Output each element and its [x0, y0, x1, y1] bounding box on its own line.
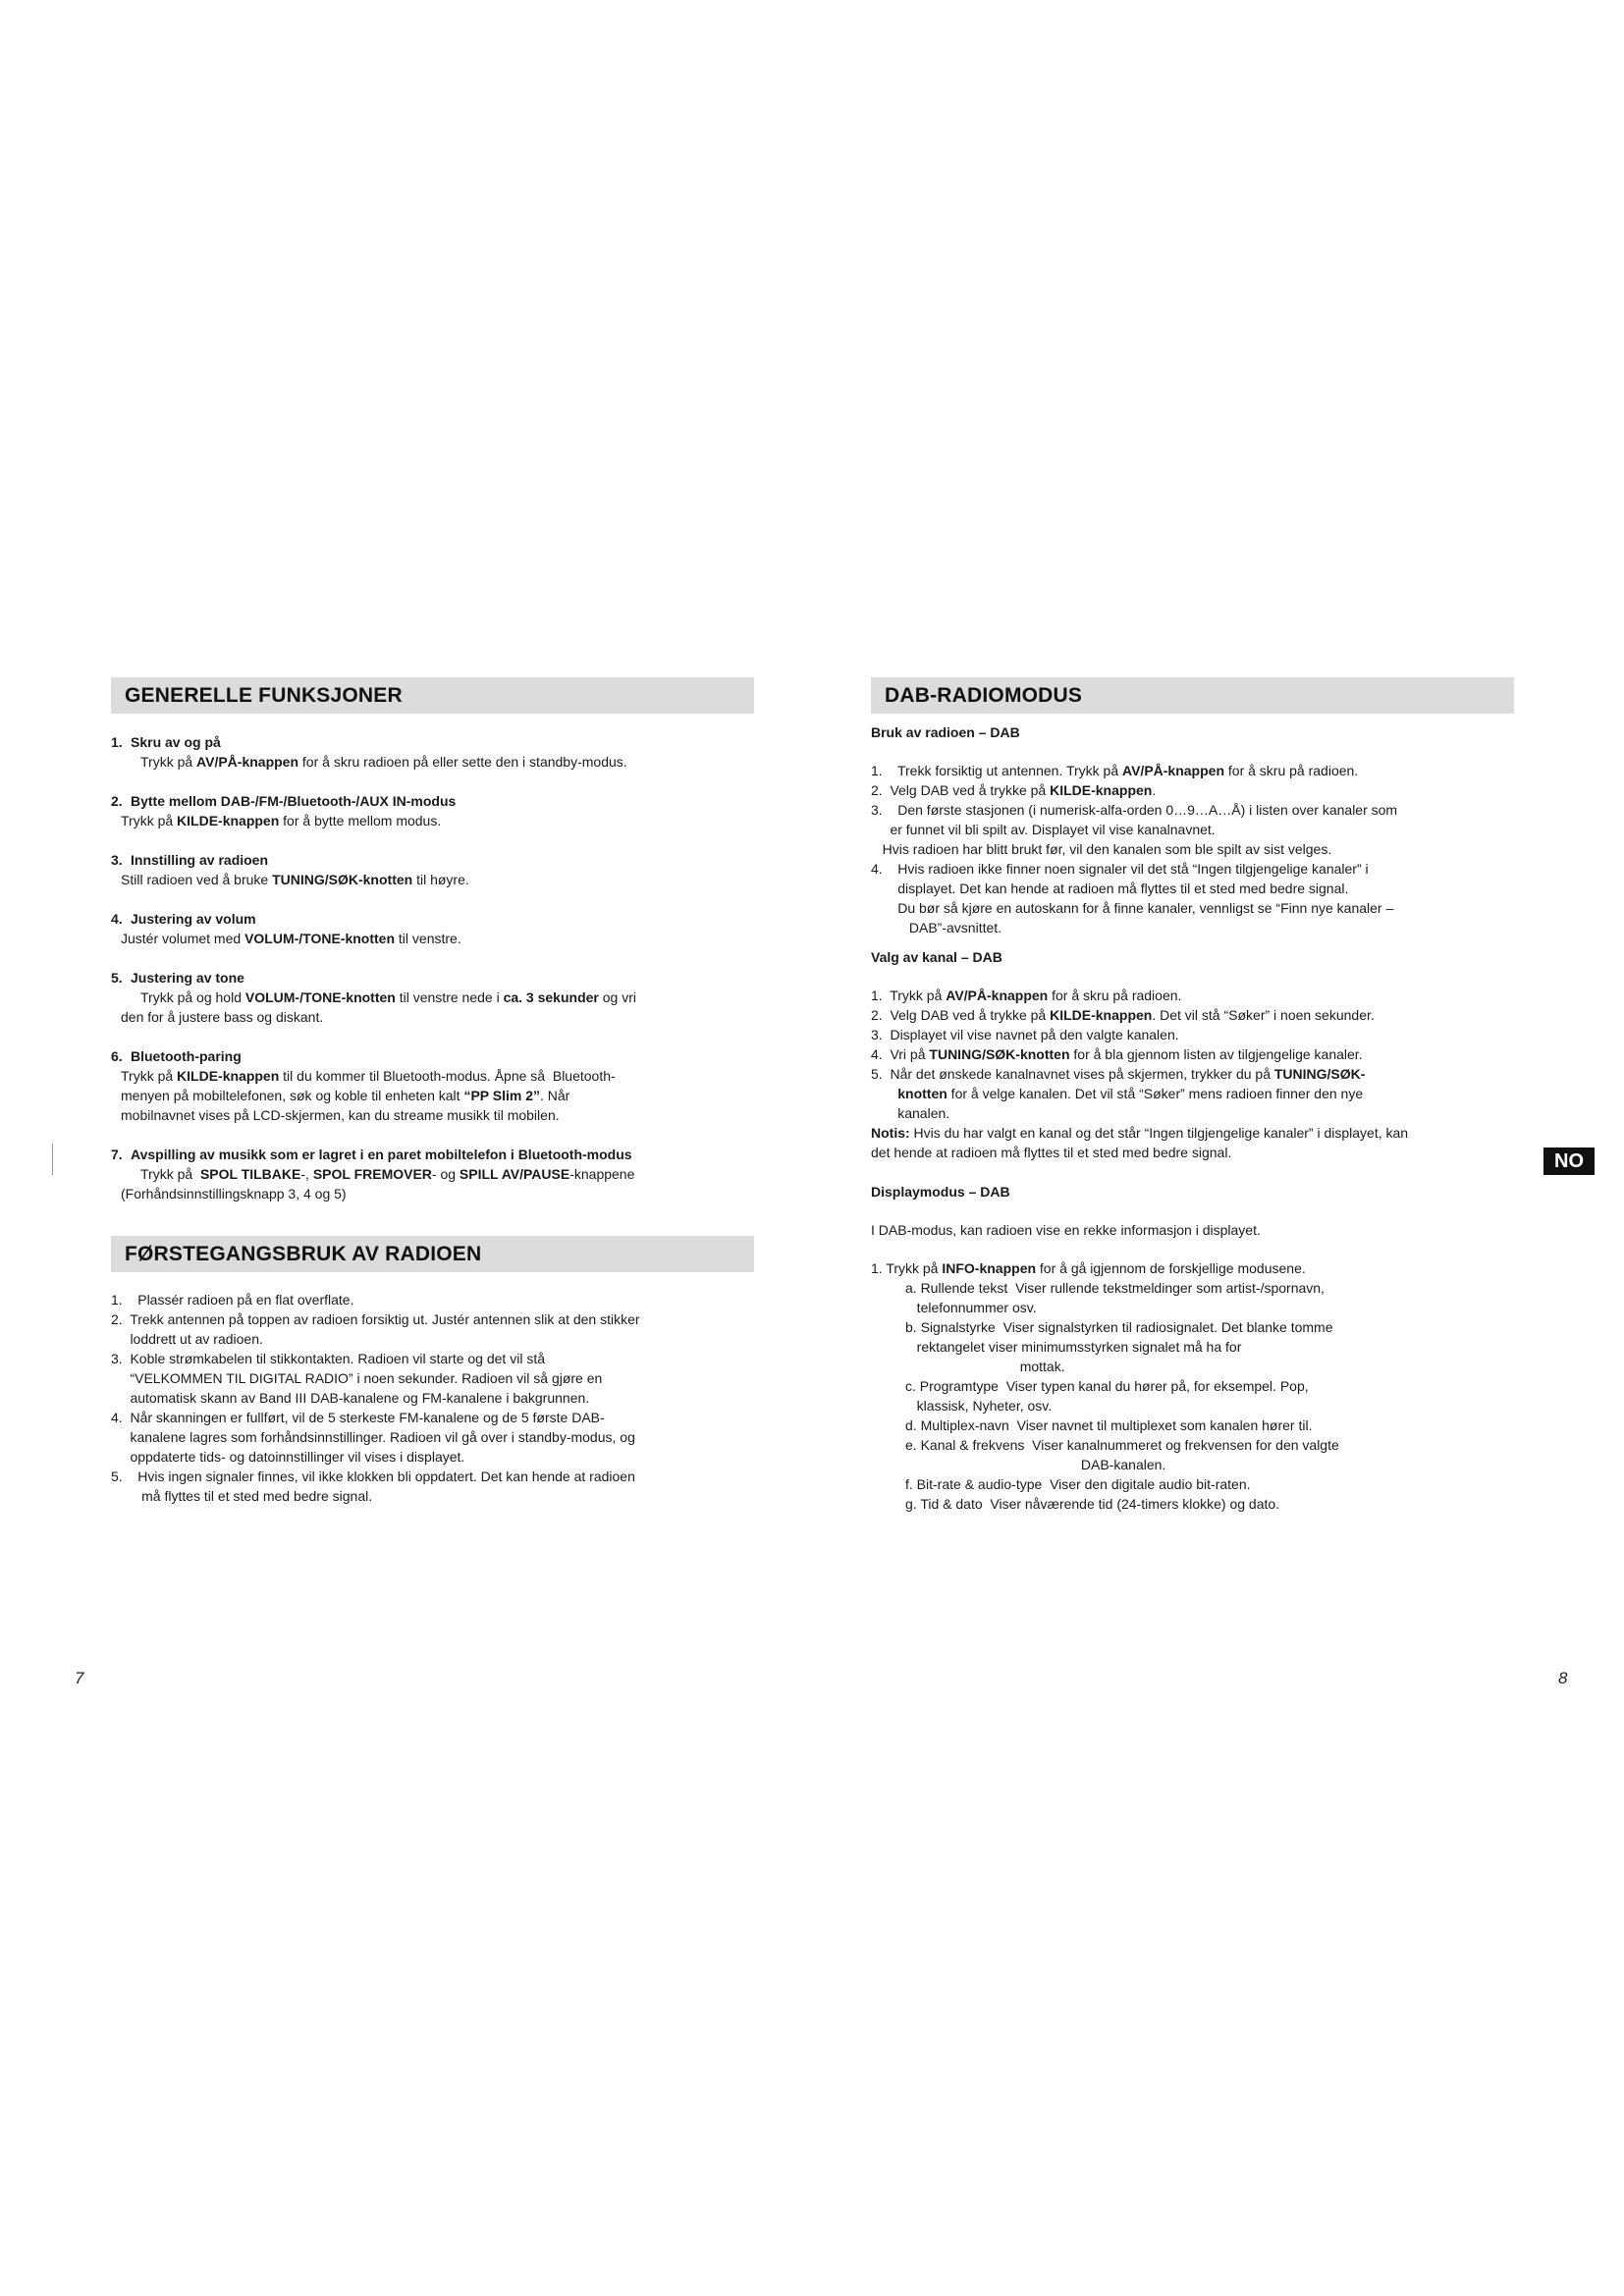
text-run: Trykk på [121, 1068, 178, 1084]
text-run: telefonnummer osv. [871, 1300, 1037, 1315]
text-run: menyen på mobiltelefonen, søk og koble til enheten kalt [121, 1088, 464, 1103]
page-number-left: 7 [75, 1669, 84, 1687]
channel-select-line [871, 1064, 1514, 1084]
text-run: 2. Velg DAB ved å trykke på [871, 782, 1051, 798]
bold-term: AV/PÅ-knappen [196, 754, 299, 770]
function-item [111, 968, 754, 1027]
text-run: -knappene [569, 1166, 635, 1182]
bold-term: KILDE-knappen [1050, 782, 1153, 798]
bold-term: INFO-knappen [942, 1260, 1037, 1276]
text-run: til høyre. [412, 872, 469, 887]
bold-term: SPOL FREMOVER [312, 1166, 432, 1182]
text-run: klassisk, Nyheter, osv. [871, 1398, 1053, 1414]
left-column [111, 677, 754, 1506]
text-run: 1. Trykk på [871, 1260, 943, 1276]
text-run: Hvis radioen har blitt brukt før, vil den kanalen som ble spilt av sist velges. [871, 841, 1332, 857]
text-run: 1. Trykk på [871, 988, 947, 1003]
dab-usage-line [871, 800, 1514, 820]
item-title: Avspilling av musikk som er lagret i en paret mobiltelefon i Bluetooth-modus [131, 1147, 632, 1162]
channel-select-line [871, 1123, 1514, 1143]
function-item [111, 1046, 754, 1125]
function-item-text [111, 1184, 754, 1203]
subheading-valg-av-kanal: Valg av kanal – DAB [871, 949, 1002, 965]
text-run: til venstre nede i [395, 989, 504, 1005]
section-heading-forstegangsbruk: FØRSTEGANGSBRUK AV RADIOEN [111, 1236, 754, 1272]
text-run: til du kommer til Bluetooth-modus. Åpne så Bluetooth- [279, 1068, 616, 1084]
channel-select-line [871, 1084, 1514, 1103]
first-use-line: 1. Plassér radioen på en flat overflate. [111, 1292, 354, 1308]
section-heading-dab-radiomodus: DAB-RADIOMODUS [871, 677, 1514, 714]
function-item-text [111, 929, 754, 948]
channel-select-line [871, 1025, 1514, 1044]
channel-select-line [871, 986, 1514, 1005]
text-run: Still radioen ved å bruke [121, 872, 273, 887]
first-use-list [111, 1290, 754, 1506]
text-run: . Det vil stå “Søker” i noen sekunder. [1152, 1007, 1375, 1023]
text-run [871, 1086, 897, 1101]
channel-select-line [871, 1044, 1514, 1064]
function-item-text [111, 988, 754, 1007]
display-mode-list [871, 1258, 1514, 1514]
function-item-text [111, 811, 754, 830]
display-mode-line [871, 1494, 1514, 1514]
language-badge: NO [1543, 1148, 1595, 1175]
text-run: Trykk på og hold [140, 989, 245, 1005]
text-run: det hende at radioen må flyttes til et sted med bedre signal. [871, 1145, 1232, 1160]
function-item-heading [111, 909, 754, 929]
text-run: til venstre. [395, 931, 461, 946]
bold-term: Notis: [871, 1125, 910, 1141]
first-use-line: oppdaterte tids- og datoinnstillinger vil vises i displayet. [111, 1449, 465, 1465]
functions-list [111, 732, 754, 1203]
display-mode-line [871, 1435, 1514, 1455]
text-run: 4. Vri på [871, 1046, 930, 1062]
text-run: for å bytte mellom modus. [279, 813, 442, 828]
function-item [111, 1145, 754, 1203]
function-item [111, 850, 754, 889]
text-run: kanalen. [871, 1105, 950, 1121]
bold-term: AV/PÅ-knappen [1122, 763, 1224, 778]
text-run: for å gå igjennom de forskjellige modusene. [1036, 1260, 1306, 1276]
text-run: 2. Velg DAB ved å trykke på [871, 1007, 1051, 1023]
section-heading-generelle-funksjoner: GENERELLE FUNKSJONER [111, 677, 754, 714]
bold-term: SPOL TILBAKE [199, 1166, 301, 1182]
text-run: Hvis du har valgt en kanal og det står “Ingen tilgjengelige kanaler” i displayet, kan [909, 1125, 1409, 1141]
first-use-line: kanalene lagres som forhåndsinnstillinger. Radioen vil gå over i standby-modus, og [111, 1429, 635, 1445]
text-run: for å skru radioen på eller sette den i standby-modus. [298, 754, 627, 770]
function-item-heading [111, 1046, 754, 1066]
display-mode-line [871, 1317, 1514, 1337]
text-run: og vri [598, 989, 636, 1005]
first-use-line: “VELKOMMEN TIL DIGITAL RADIO” i noen sekunder. Radioen vil så gjøre en [111, 1370, 603, 1386]
bold-term: VOLUM-/TONE-knotten [244, 931, 396, 946]
text-run: b. Signalstyrke Viser signalstyrken til radiosignalet. Det blanke tomme [871, 1319, 1333, 1335]
text-run: -, [300, 1166, 313, 1182]
channel-select-line [871, 1103, 1514, 1123]
text-run: Trykk på [140, 1166, 200, 1182]
function-item-text [111, 870, 754, 889]
text-run: for å bla gjennom listen av tilgjengelige kanaler. [1069, 1046, 1363, 1062]
text-run: c. Programtype Viser typen kanal du hører på, for eksempel. Pop, [871, 1378, 1309, 1394]
text-run: for å skru på radioen. [1224, 763, 1359, 778]
text-run: for å velge kanalen. Det vil stå “Søker” mens radioen finner den nye [947, 1086, 1364, 1101]
text-run: - og [431, 1166, 460, 1182]
item-title: Innstilling av radioen [131, 852, 269, 868]
function-item-heading [111, 791, 754, 811]
text-run: rektangelet viser minimumsstyrken signalet må ha for [871, 1339, 1242, 1355]
item-number: 4. [111, 911, 123, 927]
item-number: 7. [111, 1147, 123, 1162]
display-mode-line [871, 1298, 1514, 1317]
function-item-text [111, 1164, 754, 1184]
bold-term: KILDE-knappen [1050, 1007, 1153, 1023]
right-column [871, 677, 1514, 1514]
item-title: Bluetooth-paring [131, 1048, 242, 1064]
text-run: 1. Trekk forsiktig ut antennen. Trykk på [871, 763, 1123, 778]
bold-term: “PP Slim 2” [463, 1088, 540, 1103]
bold-term: ca. 3 sekunder [503, 989, 599, 1005]
text-run: DAB-kanalen. [871, 1457, 1166, 1472]
text-run: f. Bit-rate & audio-type Viser den digitale audio bit-raten. [871, 1476, 1251, 1492]
text-run: er funnet vil bli spilt av. Displayet vil vise kanalnavnet. [871, 822, 1216, 837]
dab-usage-list [871, 761, 1514, 937]
text-run: den for å justere bass og diskant. [121, 1009, 324, 1025]
text-run: for å skru på radioen. [1048, 988, 1182, 1003]
text-run: Trykk på [121, 813, 178, 828]
text-run: e. Kanal & frekvens Viser kanalnummeret og frekvensen for den valgte [871, 1437, 1339, 1453]
function-item [111, 909, 754, 948]
channel-select-list [871, 986, 1514, 1162]
item-number: 2. [111, 793, 123, 809]
function-item [111, 791, 754, 830]
first-use-line: automatisk skann av Band III DAB-kanalene og FM-kanalene i bakgrunnen. [111, 1390, 590, 1406]
displaymode-intro: I DAB-modus, kan radioen vise en rekke informasjon i displayet. [871, 1222, 1261, 1238]
function-item-text [111, 752, 754, 772]
text-run: Du bør så kjøre en autoskann for å finne kanaler, vennligst se “Finn nye kanaler – [871, 900, 1394, 916]
item-number: 6. [111, 1048, 123, 1064]
display-mode-line [871, 1258, 1514, 1278]
first-use-line: må flyttes til et sted med bedre signal. [111, 1488, 373, 1504]
text-run: g. Tid & dato Viser nåværende tid (24-timers klokke) og dato. [871, 1496, 1280, 1512]
bold-term: SPILL AV/PAUSE [459, 1166, 570, 1182]
display-mode-line [871, 1278, 1514, 1298]
display-mode-line [871, 1376, 1514, 1396]
text-run: 3. Den første stasjonen (i numerisk-alfa-orden 0…9…A…Å) i listen over kanaler som [871, 802, 1398, 818]
text-run: DAB”-avsnittet. [871, 920, 1002, 935]
text-run: mottak. [871, 1359, 1065, 1374]
display-mode-line [871, 1455, 1514, 1474]
text-run: a. Rullende tekst Viser rullende tekstmeldinger som artist-/spornavn, [871, 1280, 1325, 1296]
display-mode-line [871, 1415, 1514, 1435]
dab-usage-line [871, 859, 1514, 879]
item-number: 1. [111, 734, 123, 750]
display-mode-line [871, 1337, 1514, 1357]
dab-usage-line [871, 761, 1514, 780]
text-run: 3. Displayet vil vise navnet på den valgte kanalen. [871, 1027, 1179, 1042]
function-item-heading [111, 732, 754, 752]
channel-select-line [871, 1005, 1514, 1025]
item-title: Skru av og på [131, 734, 221, 750]
bold-term: VOLUM-/TONE-knotten [244, 989, 396, 1005]
bold-term: knotten [897, 1086, 947, 1101]
bold-term: KILDE-knappen [177, 1068, 280, 1084]
margin-mark [52, 1144, 53, 1175]
bold-term: TUNING/SØK-knotten [929, 1046, 1070, 1062]
first-use-line: 4. Når skanningen er fullført, vil de 5 sterkeste FM-kanalene og de 5 første DAB- [111, 1410, 605, 1425]
text-run: mobilnavnet vises på LCD-skjermen, kan du streame musikk til mobilen. [121, 1107, 560, 1123]
dab-usage-line [871, 780, 1514, 800]
dab-usage-line [871, 898, 1514, 918]
function-item-heading [111, 968, 754, 988]
item-number: 3. [111, 852, 123, 868]
dab-usage-line [871, 879, 1514, 898]
subheading-displaymodus: Displaymodus – DAB [871, 1184, 1010, 1200]
first-use-line: loddrett ut av radioen. [111, 1331, 263, 1347]
bold-term: TUNING/SØK-knotten [272, 872, 413, 887]
subheading-bruk-av-radioen: Bruk av radioen – DAB [871, 724, 1020, 740]
item-title: Justering av tone [131, 970, 244, 986]
bold-term: AV/PÅ-knappen [946, 988, 1049, 1003]
function-item [111, 732, 754, 772]
text-run: d. Multiplex-navn Viser navnet til multiplexet som kanalen hører til. [871, 1417, 1313, 1433]
dab-usage-line [871, 820, 1514, 839]
text-run: . [1152, 782, 1157, 798]
display-mode-line [871, 1474, 1514, 1494]
function-item-text [111, 1066, 754, 1086]
text-run: (Forhåndsinnstillingsknapp 3, 4 og 5) [121, 1186, 347, 1201]
function-item-text [111, 1007, 754, 1027]
first-use-line: 2. Trekk antennen på toppen av radioen forsiktig ut. Justér antennen slik at den stikker [111, 1311, 640, 1327]
channel-select-line [871, 1143, 1514, 1162]
text-run: displayet. Det kan hende at radioen må flyttes til et sted med bedre signal. [871, 881, 1349, 896]
function-item-heading [111, 1145, 754, 1164]
text-run: . Når [540, 1088, 570, 1103]
function-item-text [111, 1086, 754, 1105]
function-item-text [111, 1105, 754, 1125]
first-use-line: 5. Hvis ingen signaler finnes, vil ikke klokken bli oppdatert. Det kan hende at radioen [111, 1468, 635, 1484]
page-number-right: 8 [1558, 1669, 1568, 1687]
dab-usage-line [871, 839, 1514, 859]
text-run: 4. Hvis radioen ikke finner noen signaler vil det stå “Ingen tilgjengelige kanaler” i [871, 861, 1369, 877]
item-number: 5. [111, 970, 123, 986]
text-run: Justér volumet med [121, 931, 245, 946]
display-mode-line [871, 1396, 1514, 1415]
item-title: Justering av volum [131, 911, 256, 927]
function-item-heading [111, 850, 754, 870]
item-title: Bytte mellom DAB-/FM-/Bluetooth-/AUX IN-modus [131, 793, 457, 809]
dab-usage-line [871, 918, 1514, 937]
display-mode-line [871, 1357, 1514, 1376]
text-run: Trykk på [140, 754, 197, 770]
first-use-line: 3. Koble strømkabelen til stikkontakten. Radioen vil starte og det vil stå [111, 1351, 545, 1366]
bold-term: TUNING/SØK- [1273, 1066, 1366, 1082]
bold-term: KILDE-knappen [177, 813, 280, 828]
text-run: 5. Når det ønskede kanalnavnet vises på skjermen, trykker du på [871, 1066, 1274, 1082]
